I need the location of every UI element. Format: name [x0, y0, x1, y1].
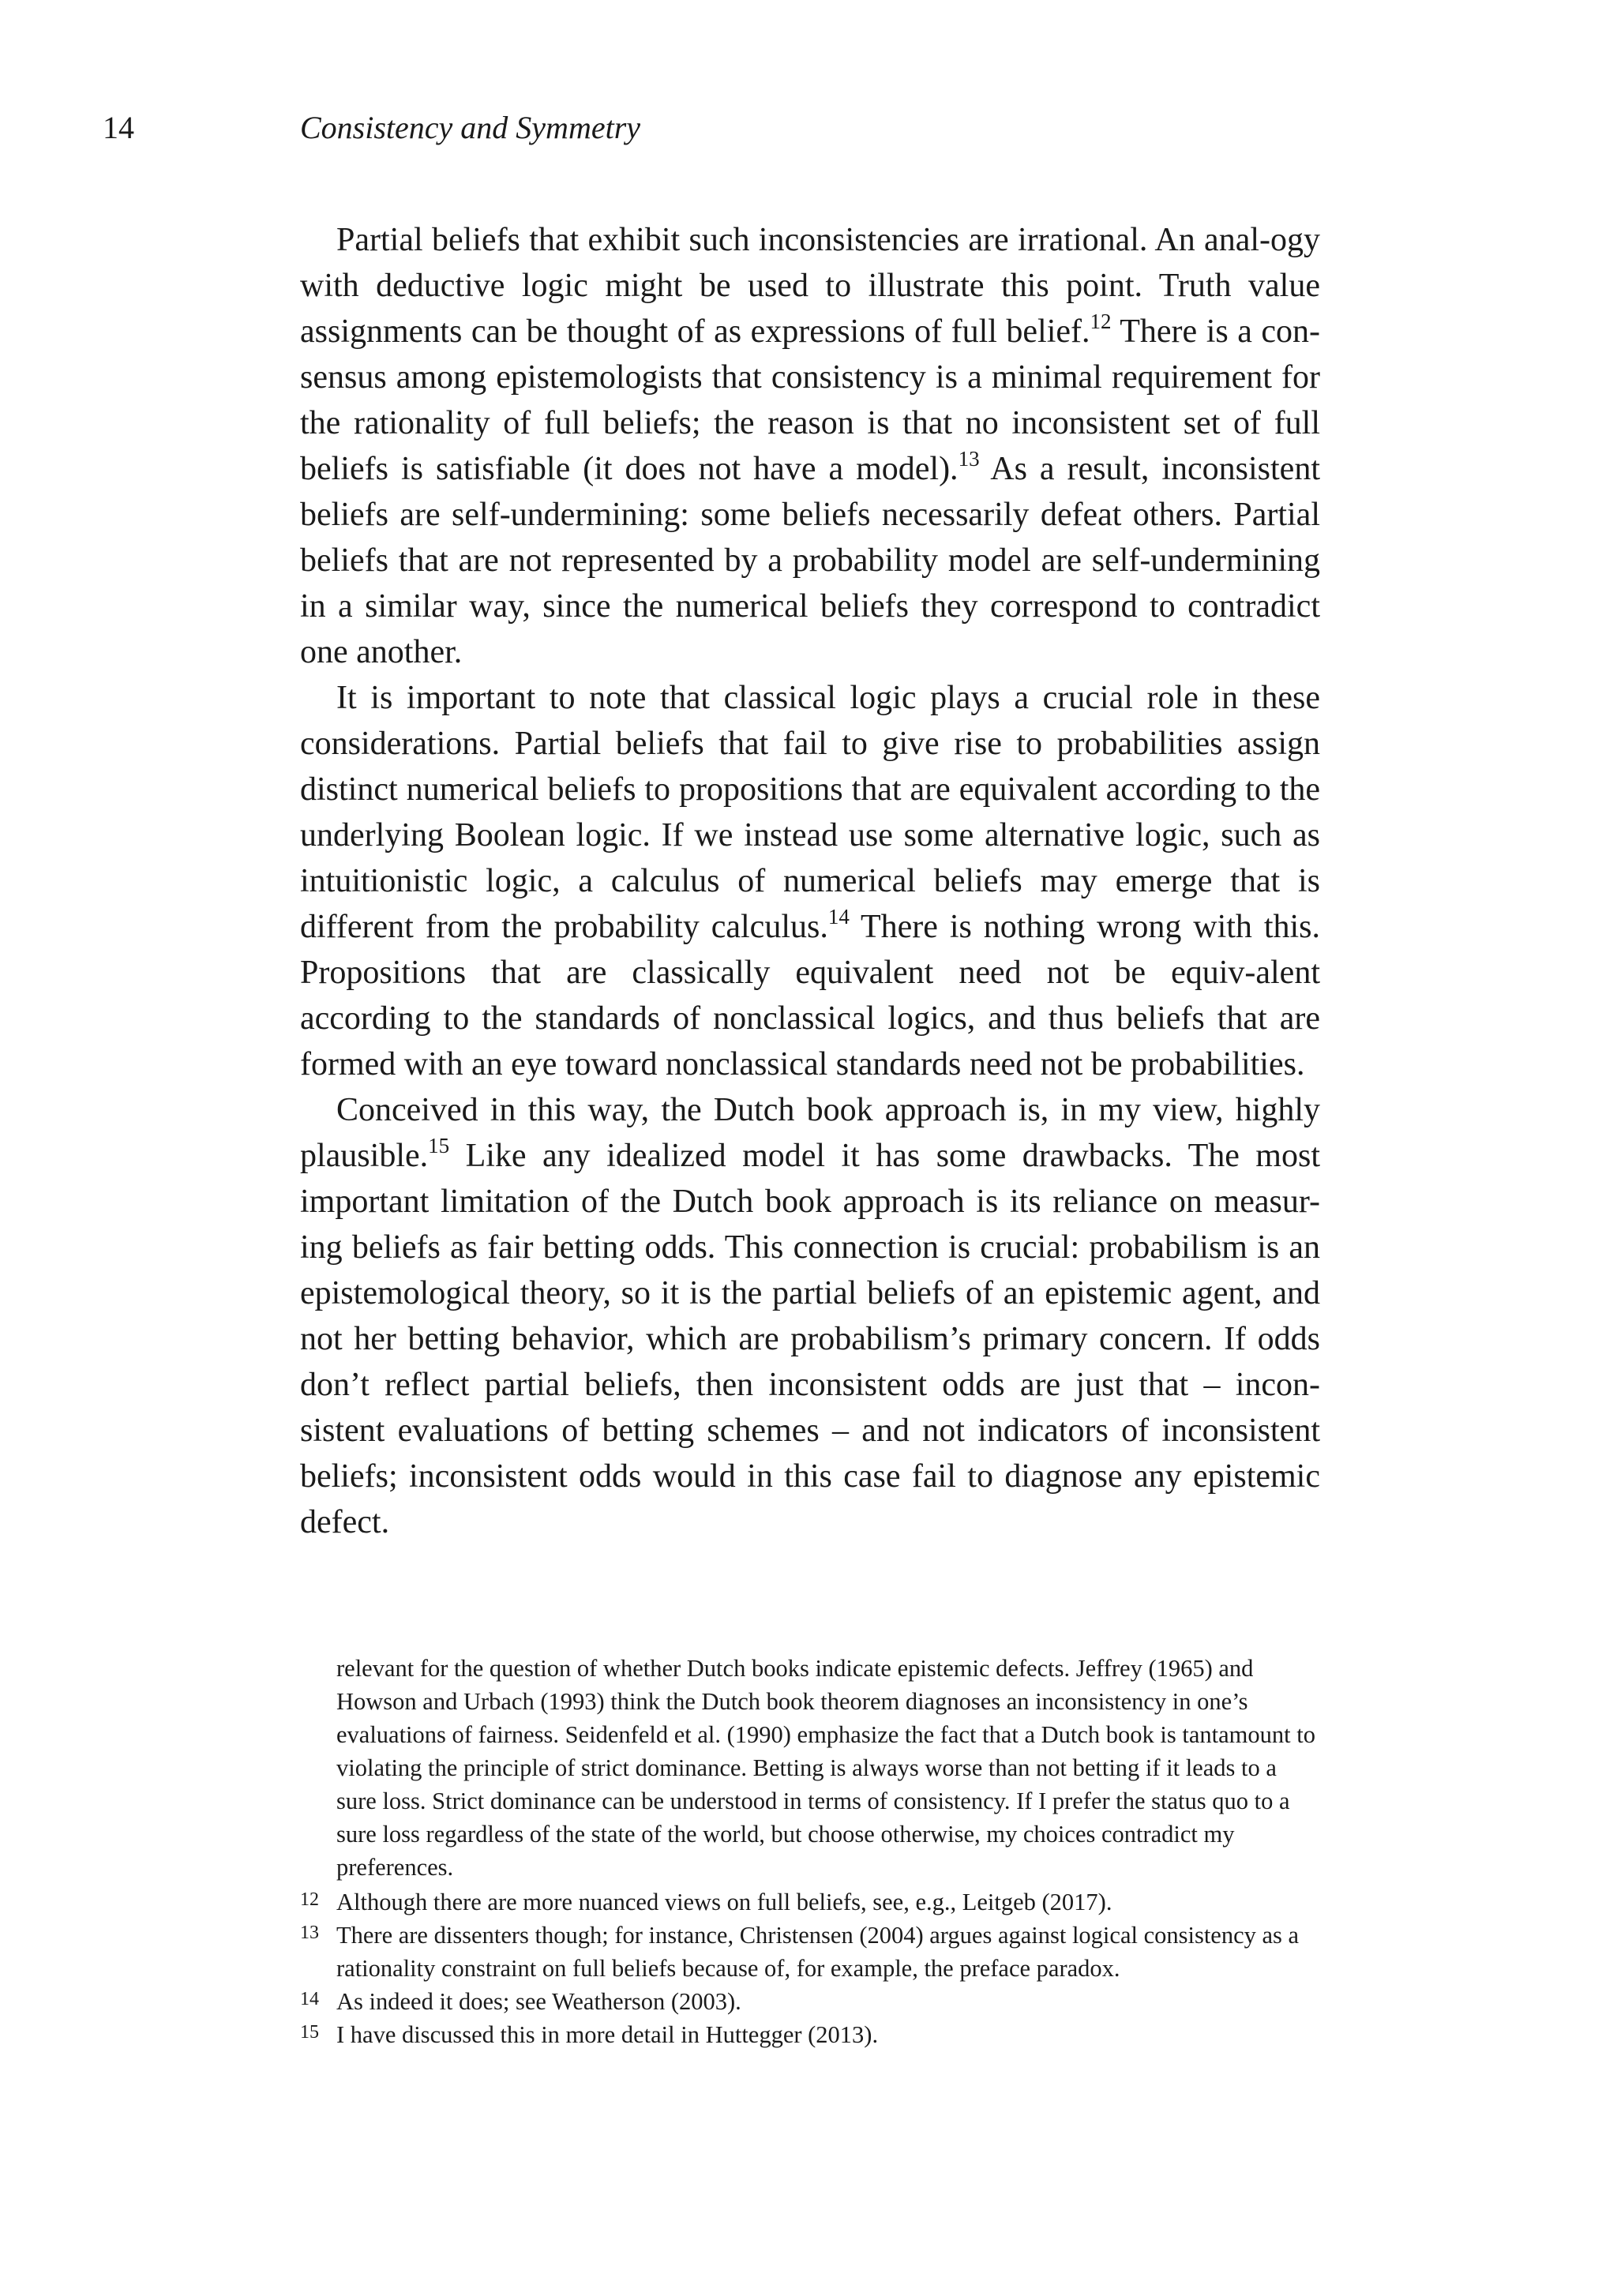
paragraph-3-text-b: Like any idealized model it has some drawbacks. The most important limitation of the Dutch book approach is its reliance on measur-ing beliefs as fair betting odds. This connection is crucial: probabilism is an epistemological theory, so it is the partial beliefs of an epistemic agent, and not her betting behavior, which are probabilism’s primary concern. If odds don’t reflect partial beliefs, then inconsistent odds are just that – incon-sistent evaluations of betting schemes – and not indicators of inconsistent beliefs; inconsistent odds would in this case fail to diagnose any epistemic defect.	[300, 1138, 1320, 1540]
footnote-number: 14	[300, 1989, 319, 2009]
footnote-number: 13	[300, 1923, 319, 1943]
paragraph-3	[300, 1087, 1320, 1545]
footnote-ref-12: 12	[1090, 310, 1112, 333]
footnote-12	[300, 1885, 1320, 1919]
running-title: Consistency and Symmetry	[300, 110, 641, 145]
footnote-ref-15: 15	[428, 1134, 450, 1157]
footnote-ref-14: 14	[827, 905, 850, 929]
footnotes	[300, 1652, 1320, 2051]
paragraph-2	[300, 675, 1320, 1087]
footnote-15	[300, 2018, 1320, 2051]
footnote-ref-13: 13	[958, 447, 980, 471]
page-number: 14	[103, 110, 134, 145]
footnote-text: I have discussed this in more detail in Huttegger (2013).	[336, 2021, 879, 2048]
paragraph-1-text-c: As a result, inconsistent beliefs are self-undermining: some beliefs necessarily defeat others. Partial beliefs that are not represented by a probability model are self-undermining in a similar way, since the numerical beliefs they correspond to contradict one another.	[300, 451, 1320, 670]
footnote-number: 15	[300, 2022, 319, 2043]
paragraph-1-text-b: There is a con-sensus among epistemologists that consistency is a minimal requirement for the rationality of full beliefs; the reason is that no inconsistent set of full beliefs is satisfiable (it does not have a model).	[300, 313, 1320, 487]
footnote-13	[300, 1919, 1320, 1985]
footnote-14	[300, 1985, 1320, 2018]
running-head	[103, 104, 1326, 152]
paragraph-2-text-a: It is important to note that classical logic plays a crucial role in these considerations. Partial beliefs that fail to give rise to probabilities assign distinct numerical beliefs to propositions that are equivalent according to the underlying Boolean logic. If we instead use some alternative logic, such as intuitionistic logic, a calculus of numerical beliefs may emerge that is different from the probability calculus.	[300, 680, 1320, 945]
paragraph-1	[300, 217, 1320, 675]
paragraph-3-text-a: Conceived in this way, the Dutch book approach is, in my view, highly plausible.	[300, 1092, 1320, 1174]
main-text	[300, 217, 1320, 1545]
footnote-text: As indeed it does; see Weatherson (2003).	[336, 1988, 741, 2015]
footnote-number: 12	[300, 1889, 319, 1910]
paragraph-1-text-a: Partial beliefs that exhibit such inconsistencies are irrational. An anal-ogy with deductive logic might be used to illustrate this point. Truth value assignments can be thought of as expressions of full belief.	[300, 222, 1320, 350]
footnote-continuation: relevant for the question of whether Dutch books indicate epistemic defects. Jeffrey (1965) and Howson and Urbach (1993) think the Dutch book theorem diagnoses an inconsistency in one’s evaluations of fairness. Seidenfeld et al. (1990) emphasize the fact that a Dutch book is tantamount to violating the principle of strict dominance. Betting is always worse than not betting if it leads to a sure loss. Strict dominance can be understood in terms of consistency. If I prefer the status quo to a sure loss regardless of the state of the world, but choose otherwise, my choices contradict my preferences.	[336, 1655, 1315, 1881]
footnote-text: Although there are more nuanced views on full beliefs, see, e.g., Leitgeb (2017).	[336, 1889, 1112, 1915]
footnote-text: There are dissenters though; for instance, Christensen (2004) argues against logical consistency as a rationality constraint on full beliefs because of, for example, the preface paradox.	[336, 1922, 1300, 1982]
paragraph-2-text-b: There is nothing wrong with this. Propositions that are classically equivalent need not be equiv-alent according to the standards of nonclassical logics, and thus beliefs that are formed with an eye toward nonclassical standards need not be probabilities.	[300, 909, 1321, 1082]
